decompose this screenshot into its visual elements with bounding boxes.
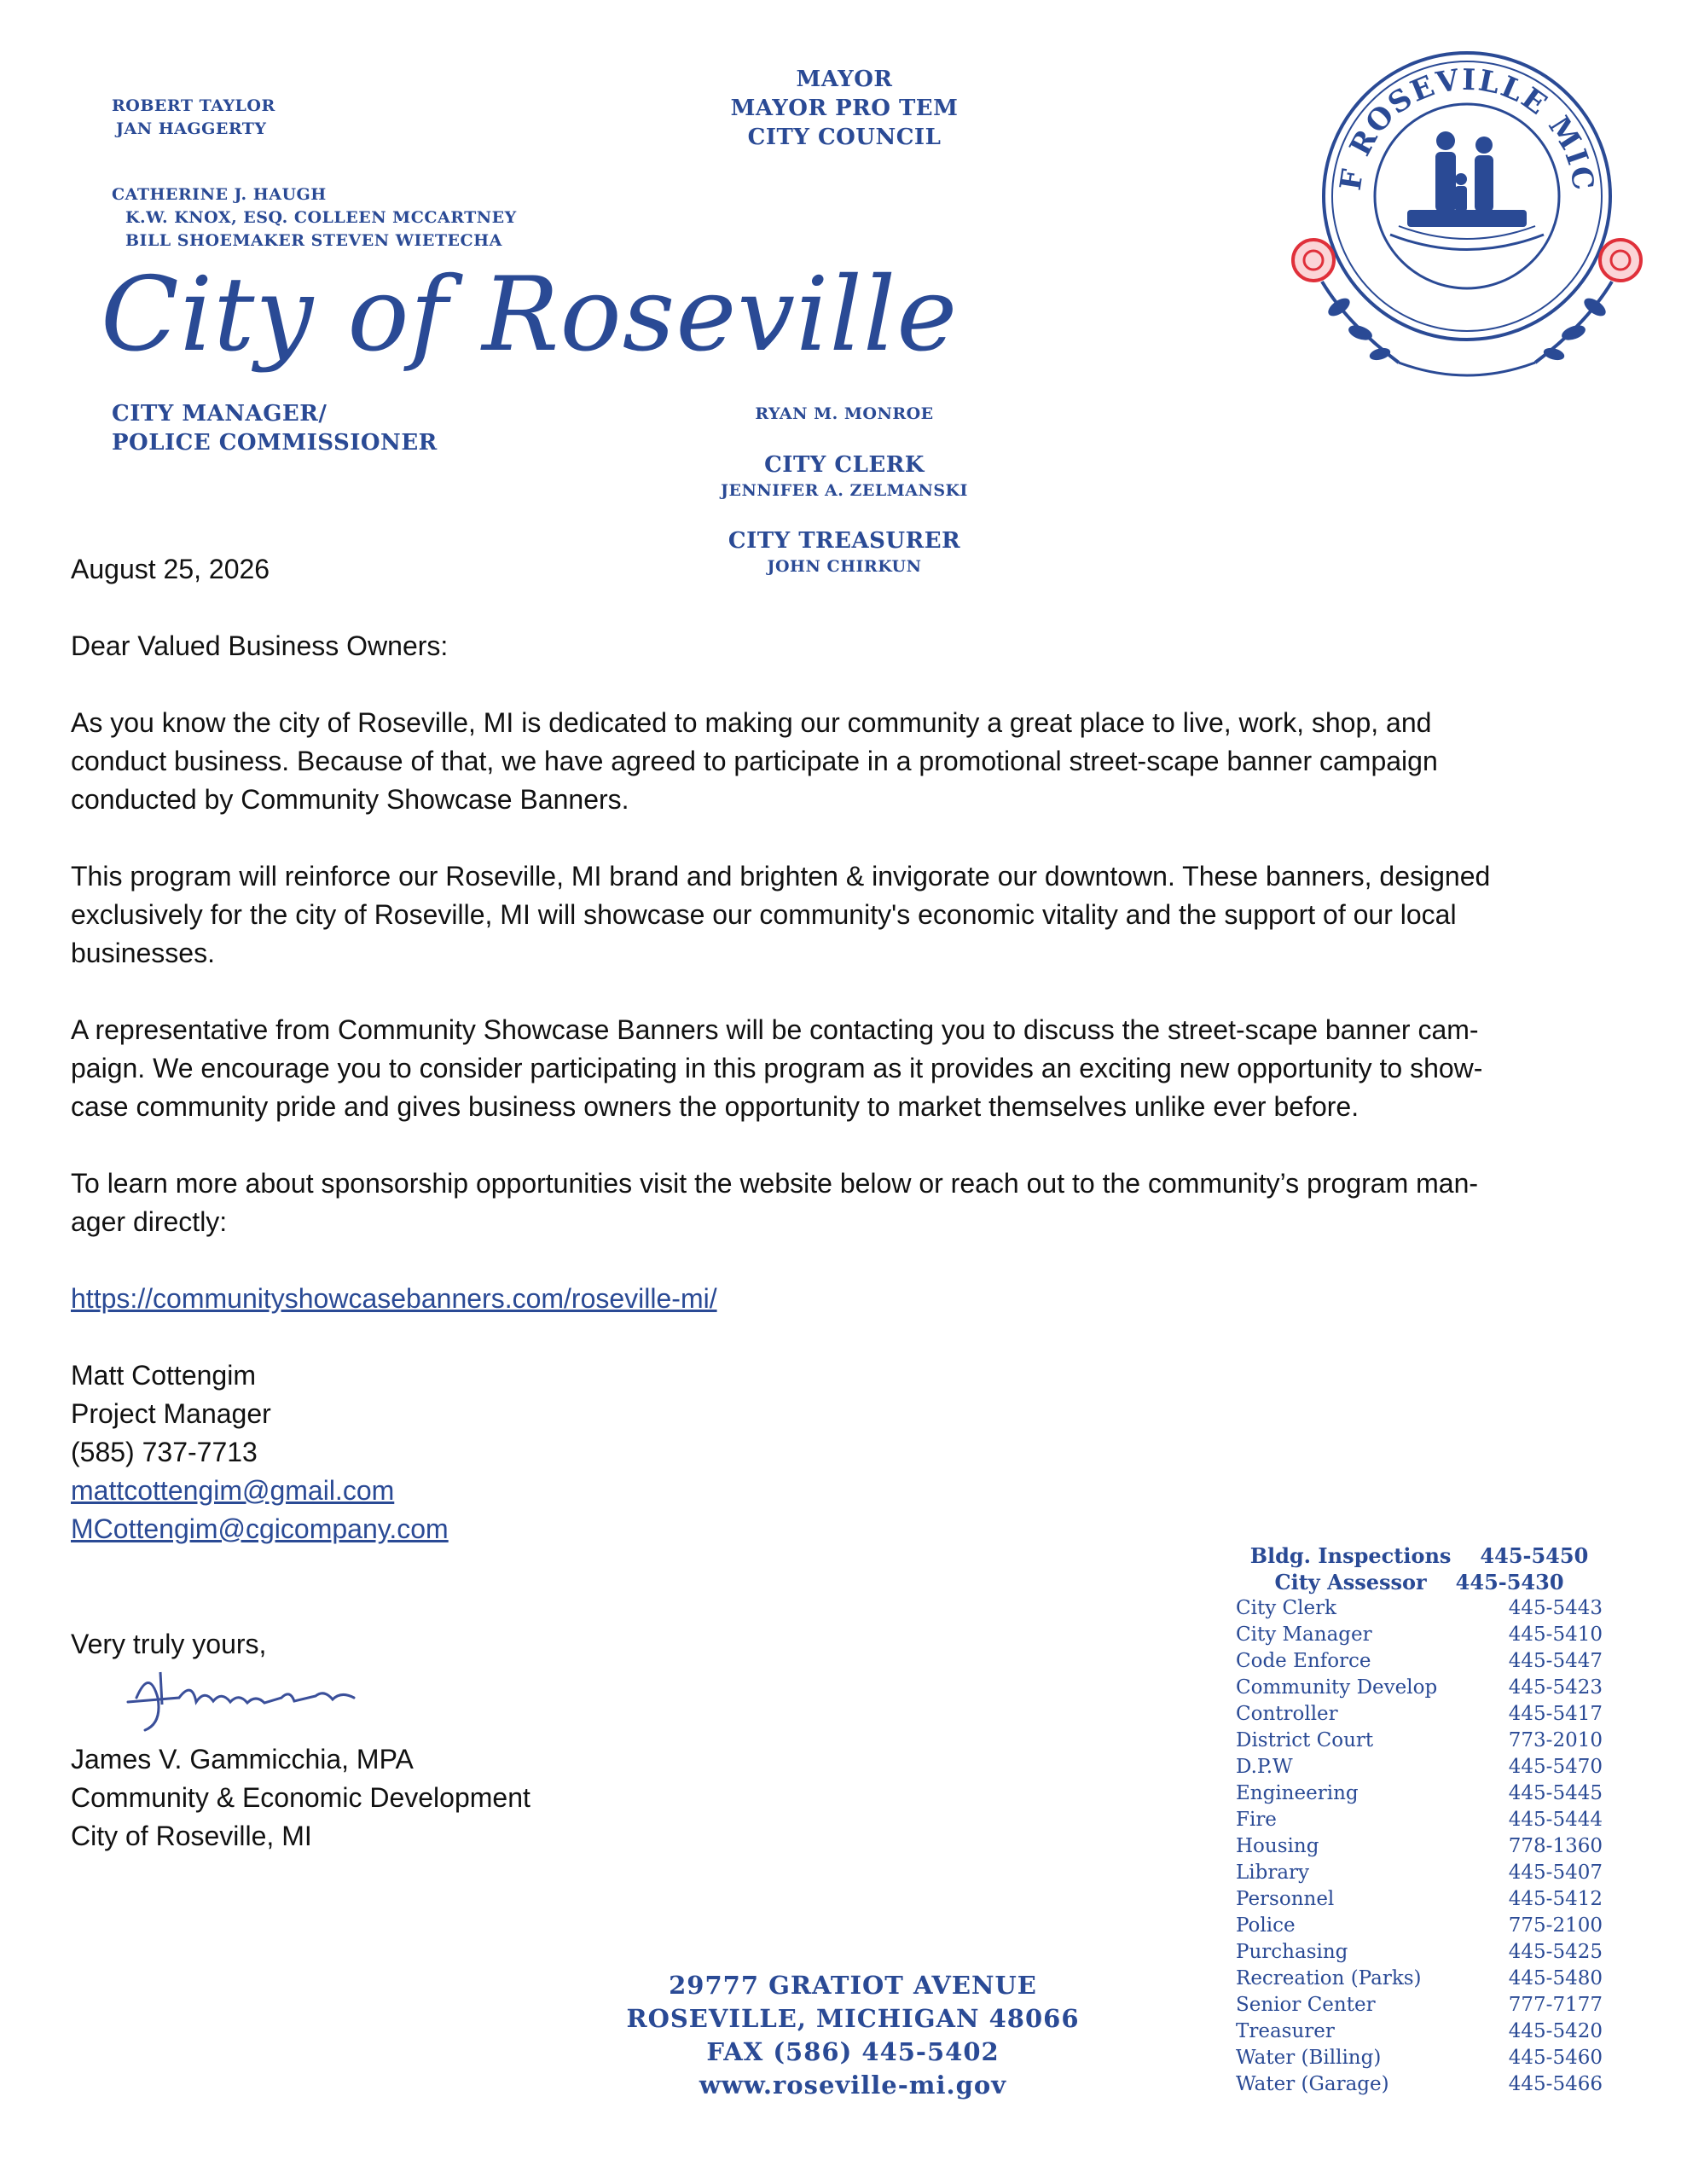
paragraph-line: exclusively for the city of Roseville, MI will showcase our community's economic vitality and the support of our local (71, 899, 1457, 930)
directory-name: City Assessor (1274, 1570, 1427, 1594)
contact-block (71, 1356, 449, 1548)
directory-name: Housing (1236, 1835, 1319, 1857)
paragraph-line: case community pride and gives business owners the opportunity to market themselves unlike ever before. (71, 1091, 1359, 1122)
mayor-pro-tem-title: MAYOR PRO TEM (730, 96, 959, 121)
paragraph-line: As you know the city of Roseville, MI is dedicated to making our community a great place to live, work, shop, and (71, 707, 1432, 738)
directory-row (1236, 2018, 1603, 2045)
directory-row (1236, 1992, 1603, 2018)
directory-phone: 775-2100 (1508, 1914, 1603, 1937)
city-clerk-title: CITY CLERK (764, 452, 925, 478)
address-line: ROSEVILLE, MICHIGAN 48066 (626, 2004, 1080, 2033)
directory-row (1236, 1595, 1603, 1622)
seal-ring-text: F ROSEVILLE MIC (1333, 62, 1601, 195)
directory-phone: 445-5466 (1508, 2073, 1603, 2095)
council-name: JAN HAGGERTY (116, 119, 267, 138)
directory-row (1236, 1833, 1603, 1860)
letter-paragraph-3 (71, 1011, 1606, 1126)
directory-name: Library (1236, 1862, 1310, 1884)
directory-row (1236, 1913, 1603, 1939)
directory-phone: 445-5430 (1455, 1570, 1564, 1594)
directory-row (1236, 2045, 1603, 2071)
directory-phone: 445-5444 (1508, 1809, 1603, 1831)
directory-phone: 778-1360 (1508, 1835, 1603, 1857)
phone-directory (1236, 1542, 1603, 2098)
city-manager-title-line: POLICE COMMISSIONER (112, 430, 438, 456)
directory-row (1236, 1622, 1603, 1648)
directory-top-row (1236, 1542, 1603, 1569)
council-titles (682, 65, 1006, 152)
directory-name: Fire (1236, 1809, 1277, 1831)
directory-name: Engineering (1236, 1782, 1359, 1804)
directory-row (1236, 1860, 1603, 1886)
letter-paragraph-2 (71, 857, 1606, 973)
mayor-title: MAYOR (796, 67, 893, 92)
contact-title: Project Manager (71, 1398, 271, 1429)
council-name: CATHERINE J. HAUGH (112, 185, 327, 204)
directory-row (1236, 1966, 1603, 1992)
signer-dept: Community & Economic Development (71, 1782, 530, 1813)
directory-row (1236, 1780, 1603, 1807)
directory-name: Police (1236, 1914, 1296, 1937)
directory-phone: 445-5407 (1508, 1862, 1603, 1884)
directory-row (1236, 1728, 1603, 1754)
directory-top-row (1236, 1569, 1603, 1595)
directory-name: Treasurer (1236, 2020, 1335, 2042)
directory-row (1236, 1701, 1603, 1728)
paragraph-line: businesses. (71, 938, 215, 968)
city-manager-title-line: CITY MANAGER/ (112, 401, 328, 427)
directory-name: Water (Billing) (1236, 2047, 1382, 2069)
directory-phone: 445-5445 (1508, 1782, 1603, 1804)
directory-name: Code Enforce (1236, 1650, 1371, 1672)
address-line: 29777 GRATIOT AVENUE (669, 1971, 1037, 2000)
letter-date: August 25, 2026 (71, 554, 270, 584)
address-line: FAX (586) 445-5402 (706, 2037, 1000, 2066)
city-treasurer-title: CITY TREASURER (728, 528, 961, 554)
directory-phone: 445-5480 (1508, 1967, 1603, 1989)
council-names (112, 183, 517, 253)
website-link[interactable]: https://communityshowcasebanners.com/roseville-mi/ (71, 1283, 717, 1314)
directory-name: Community Develop (1236, 1676, 1438, 1699)
directory-phone: 445-5460 (1508, 2047, 1603, 2069)
signature (111, 1664, 384, 1740)
paragraph-line: ager directly: (71, 1206, 228, 1237)
letter-paragraph-4 (71, 1165, 1606, 1241)
council-names-top (112, 95, 275, 141)
directory-name: City Manager (1236, 1623, 1372, 1646)
directory-phone: 445-5447 (1508, 1650, 1603, 1672)
city-council-title: CITY COUNCIL (747, 125, 942, 150)
contact-phone: (585) 737-7713 (71, 1437, 258, 1467)
city-manager-title (112, 399, 438, 457)
directory-name: Personnel (1236, 1888, 1335, 1910)
directory-row (1236, 1754, 1603, 1780)
directory-list (1236, 1595, 1603, 2098)
directory-phone: 773-2010 (1508, 1729, 1603, 1751)
directory-phone: 777-7177 (1508, 1994, 1603, 2016)
council-name: K.W. KNOX, ESQ. COLLEEN MCCARTNEY (125, 208, 517, 227)
directory-name: District Court (1236, 1729, 1374, 1751)
directory-phone: 445-5423 (1508, 1676, 1603, 1699)
directory-row (1236, 1886, 1603, 1913)
directory-phone: 445-5450 (1480, 1543, 1589, 1568)
footer-website[interactable]: www.roseville-mi.gov (699, 2071, 1007, 2100)
council-name: ROBERT TAYLOR (112, 96, 275, 115)
directory-phone: 445-5412 (1508, 1888, 1603, 1910)
letter-paragraph-1 (71, 704, 1606, 819)
city-treasurer-name: JOHN CHIRKUN (767, 557, 922, 576)
directory-row (1236, 1807, 1603, 1833)
city-clerk-block (682, 450, 1006, 502)
city-title: City of Roseville (101, 256, 959, 375)
signer-name: James V. Gammicchia, MPA (71, 1744, 414, 1774)
signature-graphic (111, 1664, 384, 1740)
paragraph-line: To learn more about sponsorship opportunities visit the website below or reach out to the community’s program man- (71, 1168, 1479, 1199)
directory-phone: 445-5425 (1508, 1941, 1603, 1963)
paragraph-line: conducted by Community Showcase Banners. (71, 784, 629, 815)
directory-phone: 445-5410 (1508, 1623, 1603, 1646)
contact-name: Matt Cottengim (71, 1360, 256, 1391)
paragraph-line: paign. We encourage you to consider participating in this program as it provides an exciting new opportunity to show- (71, 1053, 1483, 1083)
contact-email-link[interactable]: MCottengim@cgicompany.com (71, 1513, 449, 1544)
directory-row (1236, 2071, 1603, 2098)
city-treasurer-block (682, 526, 1006, 578)
paragraph-line: conduct business. Because of that, we have agreed to participate in a promotional street-scape banner campaign (71, 746, 1438, 776)
directory-row (1236, 1648, 1603, 1675)
city-manager-name: RYAN M. MONROE (755, 404, 934, 423)
directory-name: Senior Center (1236, 1994, 1376, 2016)
contact-email-link[interactable]: mattcottengim@gmail.com (71, 1475, 395, 1506)
letter-salutation: Dear Valued Business Owners: (71, 630, 449, 661)
directory-name: Bldg. Inspections (1249, 1543, 1452, 1568)
paragraph-line: A representative from Community Showcase Banners will be contacting you to discuss the street-scape banner cam- (71, 1014, 1479, 1045)
directory-phone: 445-5470 (1508, 1756, 1603, 1778)
paragraph-line: This program will reinforce our Roseville, MI brand and brighten & invigorate our downtown. These banners, designed (71, 861, 1491, 892)
signer-city: City of Roseville, MI (71, 1821, 312, 1851)
city-seal-graphic (1279, 51, 1655, 392)
directory-phone: 445-5420 (1508, 2020, 1603, 2042)
council-name: BILL SHOEMAKER STEVEN WIETECHA (125, 231, 502, 250)
directory-name: Controller (1236, 1703, 1338, 1725)
directory-phone: 445-5443 (1508, 1597, 1603, 1619)
directory-row (1236, 1675, 1603, 1701)
signer-block (71, 1740, 530, 1856)
directory-name: D.P.W (1236, 1756, 1293, 1778)
directory-row (1236, 1939, 1603, 1966)
city-seal (1279, 51, 1655, 392)
city-clerk-name: JENNIFER A. ZELMANSKI (721, 481, 968, 500)
directory-name: Recreation (Parks) (1236, 1967, 1422, 1989)
letter-closing: Very truly yours, (71, 1629, 267, 1659)
directory-name: Water (Garage) (1236, 2073, 1389, 2095)
footer-address (588, 1969, 1117, 2102)
directory-name: Purchasing (1236, 1941, 1348, 1963)
directory-phone: 445-5417 (1508, 1703, 1603, 1725)
directory-name: City Clerk (1236, 1597, 1336, 1619)
